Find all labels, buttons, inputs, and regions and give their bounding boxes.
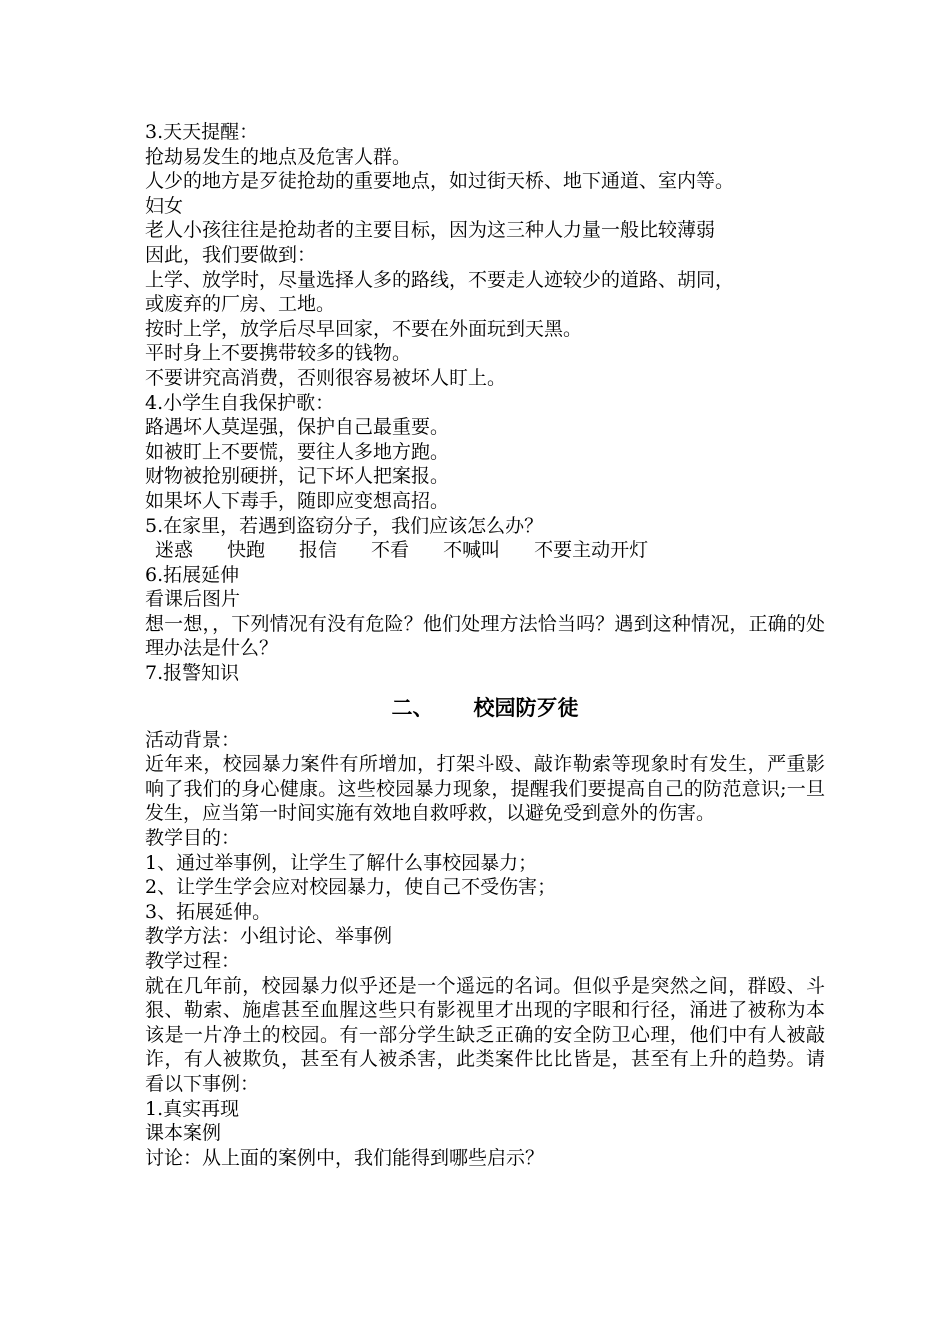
text-line: 老人小孩往往是抢劫者的主要目标，因为这三种人力量一般比较薄弱 <box>145 219 716 242</box>
question-paragraph: 想一想，，下列情况有没有危险？他们处理方法恰当吗？遇到这种情况，正确的处理办法是什么？ <box>145 612 825 660</box>
text-line: 抢劫易发生的地点及危害人群。 <box>145 145 412 168</box>
option-item: 迷惑 <box>155 539 194 562</box>
option-item: 快跑 <box>227 539 266 562</box>
text-line: 人少的地方是歹徒抢劫的重要地点，如过街天桥、地下通道、室内等。 <box>145 170 735 193</box>
process-paragraph: 就在几年前，校园暴力似乎还是一个遥远的名词。但似乎是突然之间，群殴、斗狠、勒索、施虐甚至血腥这些只有影视里才出现的字眼和行径，涌进了被称为本该是一片净土的校园。有一部分学生缺乏正确的安全防卫心理，他们中有人被敲诈，有人被欺负，甚至有人被杀害，此类案件比比皆是，甚至有上升的趋势。请看以下事例： <box>145 974 825 1095</box>
background-paragraph: 近年来，校园暴力案件有所增加，打架斗殴、敲诈勒索等现象时有发生，严重影响了我们的身心健康。这些校园暴力现象，提醒我们要提高自己的防范意识;一旦发生，应当第一时间实施有效地自救呼救，以避免受到意外的伤害。 <box>145 753 825 825</box>
text-line: 或废弃的厂房、工地。 <box>145 293 336 316</box>
text-line: 不要讲究高消费，否则很容易被坏人盯上。 <box>145 366 507 389</box>
process-label: 教学过程： <box>145 950 241 972</box>
alarm-heading: 7.报警知识 <box>145 662 240 685</box>
song-line: 如果坏人下毒手，随即应变想高招。 <box>145 489 450 512</box>
song-line: 路遇坏人莫逞强，保护自己最重要。 <box>145 416 450 439</box>
background-label: 活动背景： <box>145 728 241 751</box>
text-line: 因此，我们要做到： <box>145 243 317 266</box>
text-line: 看课后图片 <box>145 588 241 611</box>
goal-item: 2、让学生学会应对校园暴力，使自己不受伤害； <box>145 876 557 899</box>
closing-line: 1.真实再现 <box>145 1097 240 1120</box>
answer-options <box>145 538 825 563</box>
option-item: 不看 <box>371 539 410 562</box>
song-line: 财物被抢别硬拼，记下坏人把案报。 <box>145 465 450 488</box>
option-item: 不喊叫 <box>443 539 501 562</box>
section-title <box>145 692 825 724</box>
question-heading: 5.在家里，若遇到盗窃分子，我们应该怎么办？ <box>145 514 544 537</box>
song-line: 如被盯上不要慌，要往人多地方跑。 <box>145 440 450 463</box>
closing-line: 讨论：从上面的案例中，我们能得到哪些启示？ <box>145 1146 545 1169</box>
song-heading: 4.小学生自我保护歌： <box>145 391 335 414</box>
option-item: 报信 <box>299 539 338 562</box>
goal-item: 1、通过举事例，让学生了解什么事校园暴力； <box>145 851 538 874</box>
text-line: 上学、放学时，尽量选择人多的路线，不要走人迹较少的道路、胡同， <box>145 268 735 291</box>
section-title-text: 校园防歹徒 <box>473 695 579 720</box>
method-line: 教学方法：小组讨论、举事例 <box>145 925 393 948</box>
section-number: 二、 <box>391 695 434 720</box>
option-item: 不要主动开灯 <box>534 539 649 562</box>
goal-item: 3、拓展延伸。 <box>145 900 272 923</box>
text-line: 妇女 <box>145 194 184 217</box>
closing-line: 课本案例 <box>145 1122 222 1145</box>
tip-heading: 3.天天提醒： <box>145 121 259 143</box>
text-line: 平时身上不要携带较多的钱物。 <box>145 342 412 365</box>
goals-label: 教学目的： <box>145 827 241 850</box>
text-line: 按时上学，放学后尽早回家，不要在外面玩到天黑。 <box>145 317 583 340</box>
extension-heading: 6.拓展延伸 <box>145 563 240 586</box>
document-page <box>145 120 825 1170</box>
